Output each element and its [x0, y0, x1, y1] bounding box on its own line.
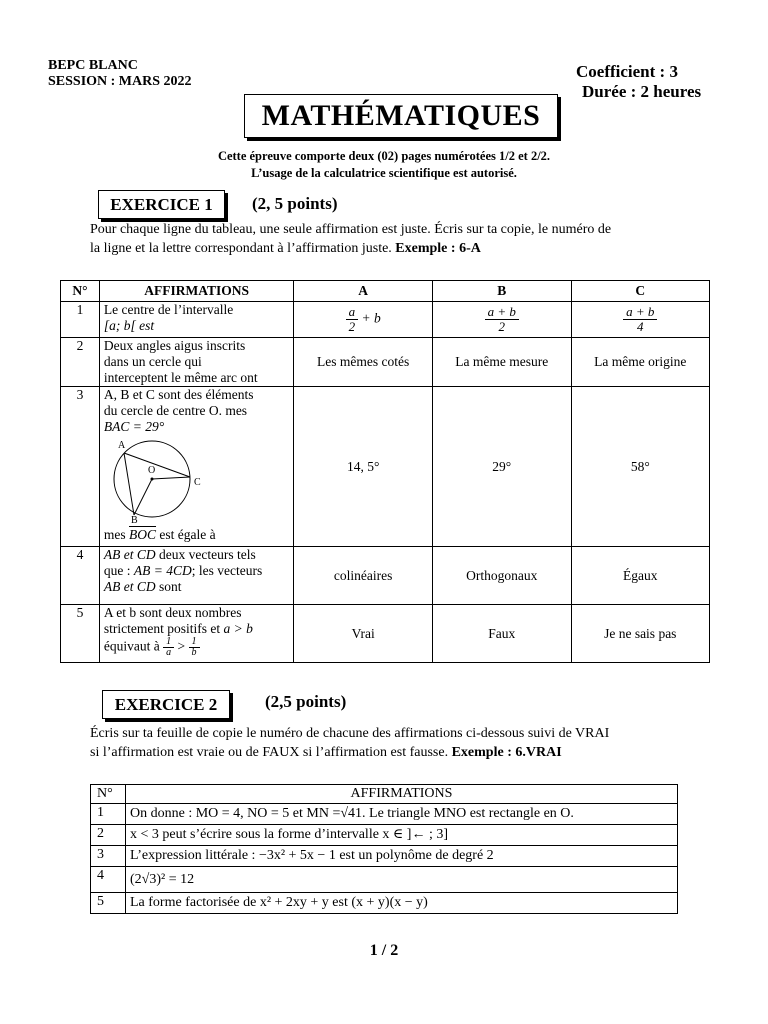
- exercise1-instruction: [90, 220, 690, 258]
- aff-line: du cercle de centre O. mes: [103, 403, 248, 418]
- frac-tail: + b: [361, 310, 381, 326]
- table-row: [61, 302, 710, 338]
- option-c: Je ne sais pas: [571, 605, 709, 663]
- aff-line: Deux angles aigus inscrits: [103, 338, 246, 353]
- exam-header-right: [576, 62, 701, 102]
- vectors-ab-cd: AB et CD: [103, 579, 156, 594]
- option-a: Vrai: [294, 605, 433, 663]
- exam-notes: [0, 148, 768, 182]
- exercise1-instruction-line2: la ligne et la lettre correspondant à l’affirmation juste.: [90, 241, 392, 256]
- center-point: [150, 478, 153, 481]
- vector-relation: AB = 4CD: [133, 563, 192, 578]
- option-b: Faux: [432, 605, 571, 663]
- page-title: MATHÉMATIQUES: [244, 94, 558, 138]
- frac-den: a: [166, 647, 172, 658]
- frac-num: 1: [163, 637, 174, 648]
- exercise2-example: Exemple : 6.VRAI: [451, 745, 562, 760]
- col-a: A: [294, 281, 433, 302]
- table-row: [61, 605, 710, 663]
- aff-line: dans un cercle qui: [103, 354, 202, 369]
- row-number: 3: [91, 846, 126, 867]
- table-row: [91, 846, 678, 867]
- coefficient: Coefficient : 3: [576, 62, 678, 81]
- angle-boc: $\overline{BOC}$: [129, 527, 157, 542]
- aff-line: deux vecteurs tels: [159, 547, 256, 562]
- row-number: 2: [61, 338, 100, 387]
- row-affirmation: [99, 338, 294, 387]
- exam-session: SESSION : MARS 2022: [48, 74, 192, 89]
- col-c: C: [571, 281, 709, 302]
- option-a: [294, 302, 433, 338]
- note-calculator: L’usage de la calculatrice scientifique est autorisé.: [251, 166, 517, 180]
- aff-line: A, B et C sont des éléments: [103, 387, 254, 402]
- table-row: [61, 338, 710, 387]
- row-affirmation: L’expression littérale : −3x² + 5x − 1 est un polynôme de degré 2: [126, 846, 678, 867]
- table-row: [61, 547, 710, 605]
- exercise2-label: EXERCICE 2: [102, 690, 230, 719]
- label-c: C: [193, 477, 201, 488]
- option-a: 14, 5°: [294, 387, 433, 547]
- fraction: [346, 305, 359, 334]
- option-b: [432, 302, 571, 338]
- col-number: N°: [61, 281, 100, 302]
- duration: Durée : 2 heures: [582, 82, 702, 101]
- option-c: Égaux: [571, 547, 709, 605]
- exercise2-points: (2,5 points): [265, 692, 347, 711]
- note-pages: Cette épreuve comporte deux (02) pages numérotées 1/2 et 2/2.: [217, 149, 551, 163]
- fraction: [189, 637, 200, 658]
- aff-line: équivaut à: [103, 638, 160, 654]
- row-number: 1: [61, 302, 100, 338]
- frac-den: b: [191, 647, 197, 658]
- col-affirmations: AFFIRMATIONS: [99, 281, 294, 302]
- inequality: a > b: [223, 621, 253, 636]
- row-number: 2: [91, 825, 126, 846]
- frac-num: 1: [189, 637, 200, 648]
- row-number: 1: [91, 804, 126, 825]
- frac-den: 2: [348, 319, 356, 334]
- exercise1-label: EXERCICE 1: [98, 190, 225, 219]
- row-number: 4: [91, 867, 126, 893]
- frac-den: 2: [498, 319, 505, 334]
- page-number: 1 / 2: [369, 942, 399, 959]
- row-number: 5: [91, 893, 126, 914]
- row-affirmation: On donne : MO = 4, NO = 5 et MN =√41. Le triangle MNO est rectangle en O.: [126, 804, 678, 825]
- fraction: [485, 305, 519, 334]
- exercise2-table: [90, 784, 678, 914]
- exercise1-instruction-line1: Pour chaque ligne du tableau, une seule affirmation est juste. Écris sur ta copie, le numéro de: [90, 222, 612, 237]
- row-affirmation: x < 3 peut s’écrire sous la forme d’intervalle x ∈ ]← ; 3]: [126, 825, 678, 846]
- option-b: 29°: [432, 387, 571, 547]
- row-affirmation: [99, 605, 294, 663]
- exercise2-instruction-line1: Écris sur ta feuille de copie le numéro de chacune des affirmations ci-dessous suivi de VRAI: [90, 726, 610, 741]
- row-affirmation: [99, 387, 294, 547]
- label-a: A: [117, 440, 126, 451]
- aff-line: A et b sont deux nombres: [103, 605, 242, 620]
- row-number: 5: [61, 605, 100, 663]
- frac-den: 4: [637, 319, 644, 334]
- aff-line: strictement positifs et: [103, 621, 221, 636]
- frac-num: a + b: [623, 305, 657, 320]
- circle-figure: [104, 435, 214, 523]
- col-affirmations: AFFIRMATIONS: [126, 785, 678, 804]
- col-b: B: [432, 281, 571, 302]
- row-affirmation: (2√3)² = 12: [126, 867, 678, 893]
- table-header-row: [91, 785, 678, 804]
- aff-line: [a; b[ est: [103, 318, 155, 333]
- gt-sign: >: [177, 638, 186, 654]
- option-b: Orthogonaux: [432, 547, 571, 605]
- row-number: 4: [61, 547, 100, 605]
- segment-oc: [152, 477, 190, 479]
- option-c: [571, 302, 709, 338]
- segment-ac: [124, 453, 190, 477]
- exercise2-instruction-line2: si l’affirmation est vraie ou de FAUX si l’affirmation est fausse.: [90, 745, 449, 760]
- segment-ob: [134, 479, 152, 515]
- option-a: colinéaires: [294, 547, 433, 605]
- row-affirmation: [99, 302, 294, 338]
- row-number: 3: [61, 387, 100, 547]
- option-c: 58°: [571, 387, 709, 547]
- table-row: [91, 804, 678, 825]
- aff-line: ; les vecteurs: [191, 563, 263, 578]
- aff-line: Le centre de l’intervalle: [103, 302, 234, 317]
- option-c: La même origine: [571, 338, 709, 387]
- fraction: [163, 637, 174, 658]
- table-row: [91, 893, 678, 914]
- table-header-row: [61, 281, 710, 302]
- exam-name: BEPC BLANC: [48, 58, 138, 73]
- aff-line: sont: [159, 579, 182, 594]
- row-affirmation: [99, 547, 294, 605]
- exercise1-example: Exemple : 6-A: [395, 241, 481, 256]
- frac-num: a + b: [485, 305, 519, 320]
- exercise1-points: (2, 5 points): [252, 194, 338, 213]
- exam-header-left: [48, 58, 192, 90]
- aff-line: mes: [103, 527, 126, 542]
- option-a: Les mêmes cotés: [294, 338, 433, 387]
- table-row: [91, 825, 678, 846]
- row-affirmation: La forme factorisée de x² + 2xy + y est (x + y)(x − y): [126, 893, 678, 914]
- fraction: [623, 305, 657, 334]
- frac-num: a: [346, 305, 359, 320]
- vectors-ab-cd: AB et CD: [103, 547, 156, 562]
- option-b: La même mesure: [432, 338, 571, 387]
- aff-line: que :: [103, 563, 131, 578]
- label-b: B: [130, 515, 138, 523]
- table-row: [61, 387, 710, 547]
- col-number: N°: [91, 785, 126, 804]
- table-row: [91, 867, 678, 893]
- label-o: O: [147, 465, 156, 476]
- exercise1-table: [60, 280, 710, 663]
- exercise2-instruction: [90, 724, 690, 762]
- aff-line: interceptent le même arc ont: [103, 370, 258, 385]
- aff-angle: BAC = 29°: [103, 419, 165, 434]
- aff-line: est égale à: [159, 527, 216, 542]
